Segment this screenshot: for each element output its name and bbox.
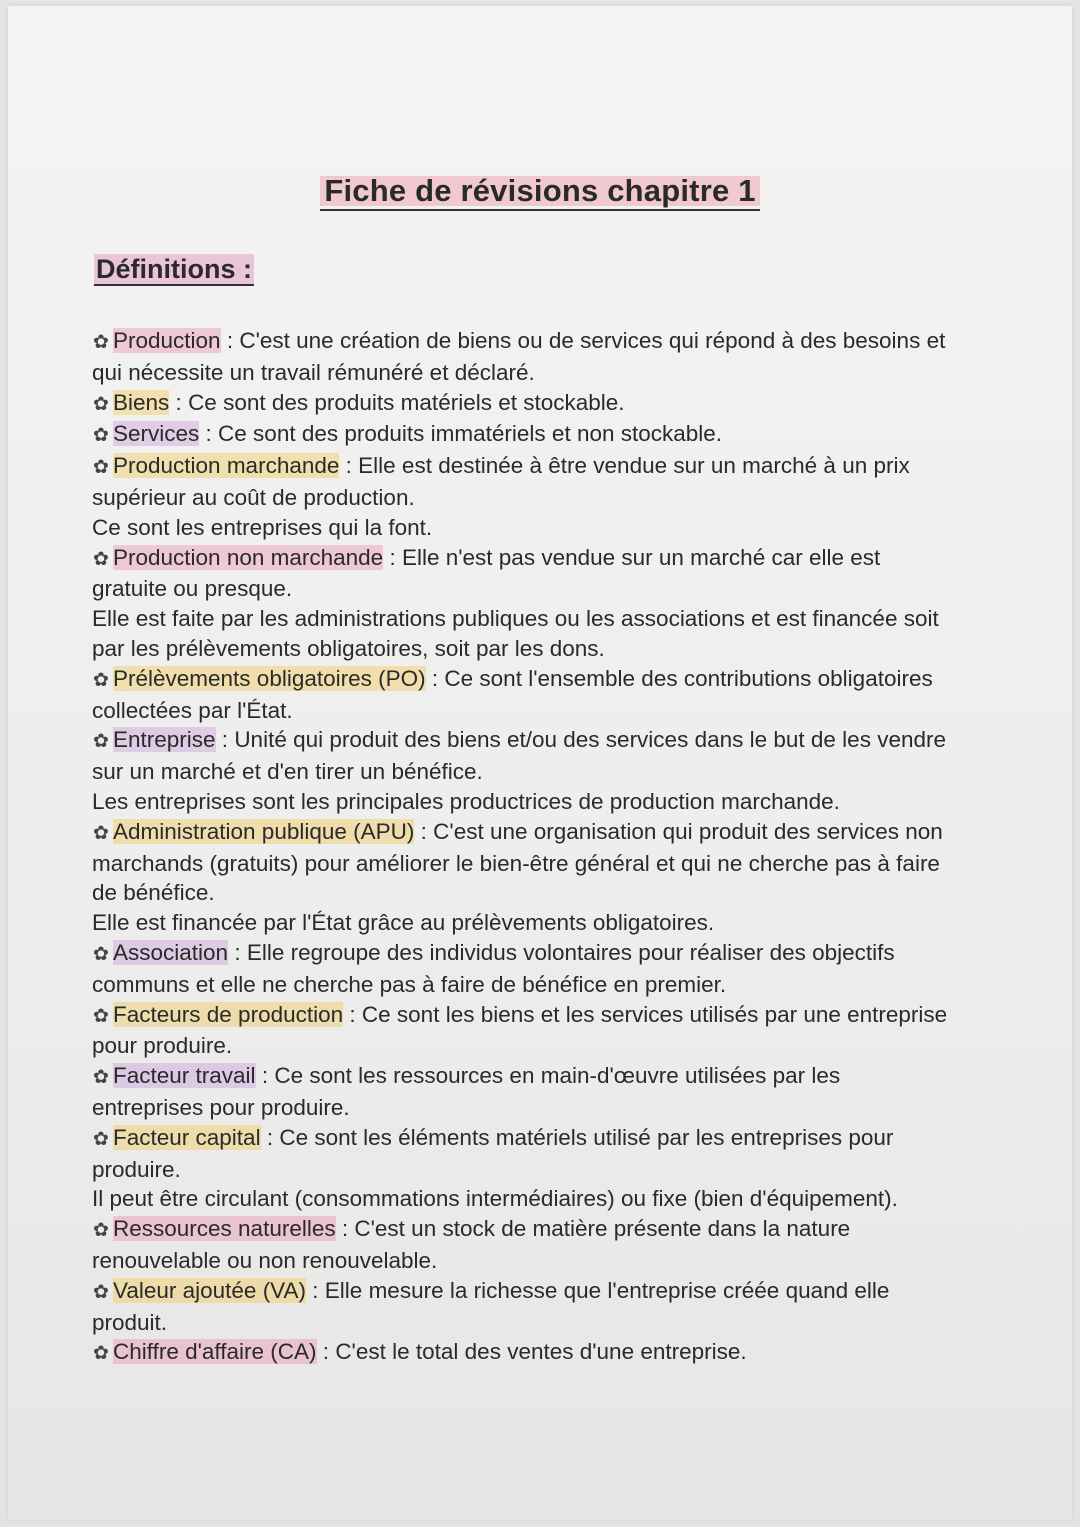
definition-text: Unité qui produit des biens et/ou des services dans le but de les vendre sur un marché et d'en tirer un bénéfice. bbox=[92, 727, 946, 785]
definition-item: ✿ Production : C'est une création de biens ou de services qui répond à des besoins et qui nécessite un travail rémunéré et déclaré. bbox=[92, 328, 946, 385]
definition-term: Facteur capital bbox=[113, 1124, 261, 1150]
flower-bullet-icon: ✿ bbox=[92, 421, 110, 451]
definition-item: ✿ Facteur capital : Ce sont les éléments matériels utilisé par les entreprises pour produire. bbox=[92, 1124, 894, 1182]
definition-item: ✿ Administration publique (APU) : C'est une organisation qui produit des services non marchands (gratuits) pour améliorer le bien-être général et qui ne cherche pas à faire de bénéfice. bbox=[92, 818, 943, 906]
definition-text: Ce sont des produits matériels et stockable. bbox=[188, 389, 625, 415]
definition-item: ✿ Production non marchande : Elle n'est pas vendue sur un marché car elle est gratuite ou presque. bbox=[92, 544, 881, 602]
definition-text: Elle n'est pas vendue sur un marché car elle est gratuite ou presque. bbox=[92, 544, 881, 602]
flower-bullet-icon: ✿ bbox=[92, 1002, 110, 1032]
definition-text: Ce sont les ressources en main-d'œuvre utilisées par les entreprises pour produire. bbox=[92, 1063, 841, 1120]
definition-note: Il peut être circulant (consommations intermédiaires) ou fixe (bien d'équipement). bbox=[92, 1186, 898, 1212]
definition-item: ✿ Prélèvements obligatoires (PO) : Ce sont l'ensemble des contributions obligatoires collectées par l'État. bbox=[92, 665, 933, 723]
definition-note: Elle est faite par les administrations publiques ou les associations et est financée soit par les prélèvements obligatoires, soit par les dons. bbox=[92, 606, 939, 661]
definition-item: ✿ Production marchande : Elle est destinée à être vendue sur un marché à un prix supérieur au coût de production. bbox=[92, 453, 910, 510]
definition-term: Production marchande bbox=[113, 453, 340, 479]
definition-text: Ce sont des produits immatériels et non stockable. bbox=[218, 421, 723, 447]
definition-note: Elle est financée par l'État grâce au prélèvements obligatoires. bbox=[92, 910, 715, 936]
definition-item: ✿ Association : Elle regroupe des individus volontaires pour réaliser des objectifs communs et elle ne cherche pas à faire de bénéfice en premier. bbox=[92, 939, 895, 997]
definition-note: Les entreprises sont les principales productrices de production marchande. bbox=[92, 788, 840, 814]
definition-term: Ressources naturelles bbox=[113, 1216, 336, 1242]
definitions-list bbox=[92, 326, 952, 1369]
definition-term: Association bbox=[113, 939, 229, 965]
flower-bullet-icon: ✿ bbox=[92, 1125, 110, 1155]
flower-bullet-icon: ✿ bbox=[92, 545, 110, 575]
flower-bullet-icon: ✿ bbox=[92, 390, 110, 420]
definition-term: Entreprise bbox=[113, 727, 216, 753]
definition-item: ✿ Facteur travail : Ce sont les ressources en main-d'œuvre utilisées par les entreprises pour produire. bbox=[92, 1063, 841, 1120]
definition-text: Ce sont les éléments matériels utilisé par les entreprises pour produire. bbox=[92, 1124, 894, 1182]
definition-text: Ce sont l'ensemble des contributions obligatoires collectées par l'État. bbox=[92, 665, 933, 723]
definition-text: Elle mesure la richesse que l'entreprise créée quand elle produit. bbox=[92, 1277, 890, 1335]
flower-bullet-icon: ✿ bbox=[92, 1278, 110, 1308]
revision-sheet bbox=[8, 6, 1072, 1520]
flower-bullet-icon: ✿ bbox=[92, 819, 110, 849]
flower-bullet-icon: ✿ bbox=[92, 453, 110, 483]
flower-bullet-icon: ✿ bbox=[92, 1216, 110, 1246]
flower-bullet-icon: ✿ bbox=[92, 1063, 110, 1093]
definition-text: Elle regroupe des individus volontaires pour réaliser des objectifs communs et elle ne cherche pas à faire de bénéfice en premier. bbox=[92, 939, 895, 997]
definition-term: Administration publique (APU) bbox=[113, 818, 415, 844]
definition-text: C'est un stock de matière présente dans la nature renouvelable ou non renouvelable. bbox=[92, 1216, 851, 1273]
definition-note: Ce sont les entreprises qui la font. bbox=[92, 514, 433, 540]
definition-term: Facteurs de production bbox=[113, 1001, 344, 1027]
flower-bullet-icon: ✿ bbox=[92, 666, 110, 696]
definition-term: Valeur ajoutée (VA) bbox=[113, 1277, 307, 1303]
definition-item: ✿ Entreprise : Unité qui produit des biens et/ou des services dans le but de les vendre sur un marché et d'en tirer un bénéfice. bbox=[92, 727, 946, 785]
definition-term: Production non marchande bbox=[113, 544, 384, 570]
flower-bullet-icon: ✿ bbox=[92, 727, 110, 757]
definition-term: Production bbox=[113, 328, 221, 353]
definition-text: C'est une création de biens ou de services qui répond à des besoins et qui nécessite un travail rémunéré et déclaré. bbox=[92, 328, 946, 385]
definition-text: C'est le total des ventes d'une entreprise. bbox=[335, 1339, 747, 1365]
flower-bullet-icon: ✿ bbox=[92, 328, 110, 358]
definition-text: Elle est destinée à être vendue sur un marché à un prix supérieur au coût de production. bbox=[92, 453, 910, 510]
definition-item: ✿ Valeur ajoutée (VA) : Elle mesure la richesse que l'entreprise créée quand elle produit. bbox=[92, 1277, 890, 1335]
definition-item: ✿ Ressources naturelles : C'est un stock de matière présente dans la nature renouvelable ou non renouvelable. bbox=[92, 1216, 851, 1273]
definition-term: Biens bbox=[113, 389, 170, 415]
definition-term: Services bbox=[113, 421, 200, 447]
flower-bullet-icon: ✿ bbox=[92, 1339, 110, 1369]
definition-text: C'est une organisation qui produit des services non marchands (gratuits) pour améliorer le bien-être général et qui ne cherche pas à faire de bénéfice. bbox=[92, 818, 943, 906]
page-title: Fiche de révisions chapitre 1 bbox=[8, 173, 1072, 209]
definition-term: Chiffre d'affaire (CA) bbox=[113, 1339, 317, 1365]
definition-term: Prélèvements obligatoires (PO) bbox=[113, 665, 426, 691]
definition-item: ✿ Facteurs de production : Ce sont les biens et les services utilisés par une entreprise pour produire. bbox=[92, 1001, 948, 1059]
definition-item: ✿ Biens : Ce sont des produits matériels et stockable. bbox=[92, 388, 952, 420]
definition-term: Facteur travail bbox=[113, 1063, 256, 1089]
definition-text: Ce sont les biens et les services utilisés par une entreprise pour produire. bbox=[92, 1001, 948, 1059]
flower-bullet-icon: ✿ bbox=[92, 940, 110, 970]
definition-item: ✿ Chiffre d'affaire (CA) : C'est le total des ventes d'une entreprise. bbox=[92, 1337, 952, 1369]
definition-item: ✿ Services : Ce sont des produits immatériels et non stockable. bbox=[92, 419, 952, 451]
section-heading: Définitions : bbox=[96, 254, 252, 284]
